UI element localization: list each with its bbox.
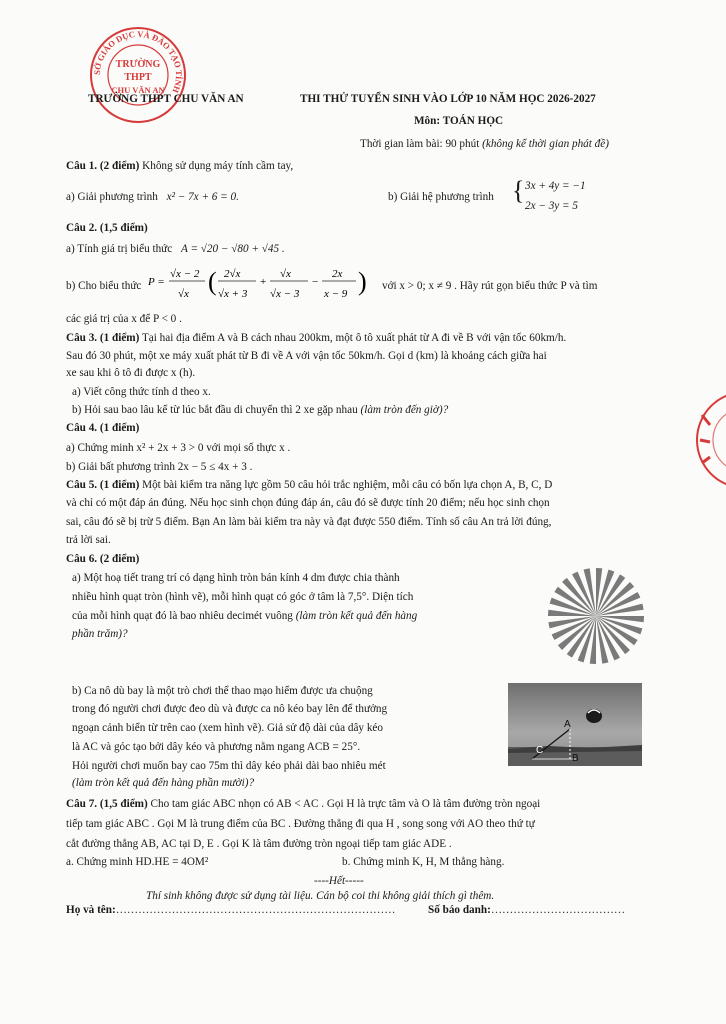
stamp-partial-right [690,385,726,495]
q7-part-a: a. Chứng minh HD.HE = 4OM² [66,856,209,868]
q2-part-a [66,243,285,255]
q6-b6-note: (làm tròn kết quả đến hàng phần mười)? [72,777,255,789]
q1-b-eq2: 2x − 3y = 5 [525,200,578,212]
q7-line3: cắt đường thẳng AB, AC tại D, E . Gọi K là tâm đường tròn ngoại tiếp tam giác ADE . [66,838,452,850]
q6-b2: trong đó người chơi được đeo dù và được ca nô kéo bay lên để thưởng [72,703,388,715]
name-label: Họ và tên: [66,904,116,916]
q2-b-formula [148,261,378,307]
sbd-label: Số báo danh: [428,904,491,916]
parasailing-photo [508,683,642,766]
sbd-dots: ……………………………… [490,904,626,916]
q2-a-text: a) Tính giá trị biểu thức [66,243,173,255]
q2-a-math: A = √20 − √80 + √45 . [181,243,285,255]
q1-part-a [66,191,239,203]
q1-b-eq1: 3x + 4y = −1 [525,180,586,192]
q7-line2: tiếp tam giác ABC . Gọi M là trung điểm của BC . Đường thẳng đi qua H , song song với AO theo thứ tự [66,818,535,830]
q6-a3-note: (làm tròn kết quả đến hàng [295,610,418,622]
svg-text:√x − 3: √x − 3 [270,288,300,300]
q3-line1 [66,332,566,344]
q6-a3 [72,610,417,622]
q3-b-note: (làm tròn đến giờ)? [360,404,449,416]
q5-line3: sai, câu đó sẽ bị trừ 5 điểm. Bạn An làm bài kiểm tra này và đạt được 550 điểm. Tính số câu An trả lời đúng, [66,516,552,528]
q3-line3: xe sau khi ô tô đi được x (h). [66,367,196,379]
q6-b1: b) Ca nô dù bay là một trò chơi thể thao mạo hiểm được ưa chuộng [72,685,373,697]
q3-b-text: b) Hỏi sau bao lâu kể từ lúc bắt đầu di chuyển thì 2 xe gặp nhau [72,404,358,416]
candidate-number-line [428,904,625,916]
q1-part-b: b) Giải hệ phương trình [388,191,494,203]
sector-fan-figure [546,566,646,666]
svg-text:2√x: 2√x [224,268,241,280]
q6-a1: a) Một hoạ tiết trang trí có dạng hình tròn bán kính 4 dm được chia thành [72,572,400,584]
q1-a-math: x² − 7x + 6 = 0. [166,191,239,203]
q6-a3-text: của mỗi hình quạt đó là bao nhiêu decimét vuông [72,610,293,622]
q5-text1: Một bài kiểm tra năng lực gồm 50 câu hỏi trắc nghiệm, mỗi câu có bốn lựa chọn A, B, C, D [142,479,553,491]
q2-b-continuation: các giá trị của x để P < 0 . [66,313,182,325]
name-dots: ………………………………………………………………… [115,904,396,916]
svg-text:√x + 3: √x + 3 [218,288,248,300]
time-note: (không kể thời gian phát đề) [482,138,609,150]
q3-line2: Sau đó 30 phút, một xe máy xuất phát từ B đi về A với vận tốc 50km/h. Gọi d (km) là khoảng cách giữa hai [66,350,547,362]
q5-line2: và chỉ có một đáp án đúng. Nếu học sinh chọn đúng đáp án, câu đó sẽ được tính 20 điểm; nếu học sinh chọn [66,497,550,509]
exam-title: THI THỬ TUYỂN SINH VÀO LỚP 10 NĂM HỌC 2026-2027 [300,93,596,105]
svg-text:x − 9: x − 9 [324,288,348,300]
q7-part-b: b. Chứng minh K, H, M thẳng hàng. [342,856,505,868]
q6-a4-note: phần trăm)? [72,628,128,640]
q6-title: Câu 6. (2 điểm) [66,553,140,565]
q4-title: Câu 4. (1 điểm) [66,422,140,434]
school-name: TRƯỜNG THPT CHU VĂN AN [88,93,244,105]
q2-b-condition: với x > 0; x ≠ 9 . Hãy rút gọn biểu thức P và tìm [382,280,598,292]
school-stamp [88,25,188,125]
q2-b-text: b) Cho biểu thức [66,280,142,292]
end-marker: ----Hết----- [314,875,364,887]
system-brace: { [512,176,525,205]
svg-text:+: + [260,276,267,288]
footer-note: Thí sinh không được sử dụng tài liệu. Cán bộ coi thi không giải thích gì thêm. [146,890,495,902]
time-text: Thời gian làm bài: 90 phút [360,138,480,150]
q7-text1: Cho tam giác ABC nhọn có AB < AC . Gọi H là trực tâm và O là tâm đường tròn ngoại [150,798,541,810]
q6-b4: là AC và góc tạo bởi dây kéo và phương nằm ngang ACB = 25°. [72,741,361,753]
svg-text:−: − [312,276,319,288]
q7-line1 [66,798,540,810]
svg-text:P =: P = [148,276,165,288]
q4-part-b: b) Giải bất phương trình 2x − 5 ≤ 4x + 3 . [66,461,253,473]
q2-title: Câu 2. (1,5 điểm) [66,222,148,234]
q3-part-a: a) Viết công thức tính d theo x. [72,386,211,398]
q3-title: Câu 3. (1 điểm) [66,332,140,344]
q6-b5: Hỏi người chơi muốn bay cao 75m thì dây kéo phải dài bao nhiêu mét [72,760,386,772]
q4-part-a: a) Chứng minh x² + 2x + 3 > 0 với mọi số thực x . [66,442,291,454]
photo-label-b: B [572,753,579,764]
q6-a2: nhiều hình quạt tròn (hình vẽ), mỗi hình quạt có góc ở tâm là 7,5°. Diện tích [72,591,414,603]
svg-text:): ) [358,267,367,296]
svg-text:2x: 2x [332,268,343,280]
q7-title: Câu 7. (1,5 điểm) [66,798,148,810]
q1-title: Câu 1. (2 điểm) [66,160,140,172]
stamp-center-top: TRƯỜNG [115,59,161,70]
candidate-name-line [66,904,395,916]
subject: Môn: TOÁN HỌC [414,115,504,127]
q5-title: Câu 5. (1 điểm) [66,479,140,491]
q3-part-b [72,404,448,416]
stamp-ring-text: SỞ GIÁO DỤC VÀ ĐÀO TẠO TỈNH [91,28,185,95]
svg-text:√x: √x [178,288,189,300]
q5-line4: trả lời sai. [66,534,111,546]
photo-label-c: C [536,745,544,756]
q1-heading [66,160,293,172]
svg-text:√x: √x [280,268,291,280]
time-limit [360,138,609,150]
q6-b3: ngoạn cảnh biển từ trên cao (xem hình vẽ). Giả sử độ dài của dây kéo [72,722,383,734]
stamp-center-bottom: CHU VĂN AN [111,85,165,95]
photo-label-a: A [564,719,571,730]
q1-intro: Không sử dụng máy tính cầm tay, [142,160,294,172]
svg-text:√x − 2: √x − 2 [170,268,200,280]
q1-a-text: a) Giải phương trình [66,191,158,203]
svg-text:(: ( [208,267,217,296]
stamp-center-mid: THPT [124,72,152,83]
q3-text1: Tại hai địa điểm A và B cách nhau 200km, một ô tô xuất phát từ A đi về B với vận tốc 60km/h. [141,332,567,344]
q5-line1 [66,479,552,491]
